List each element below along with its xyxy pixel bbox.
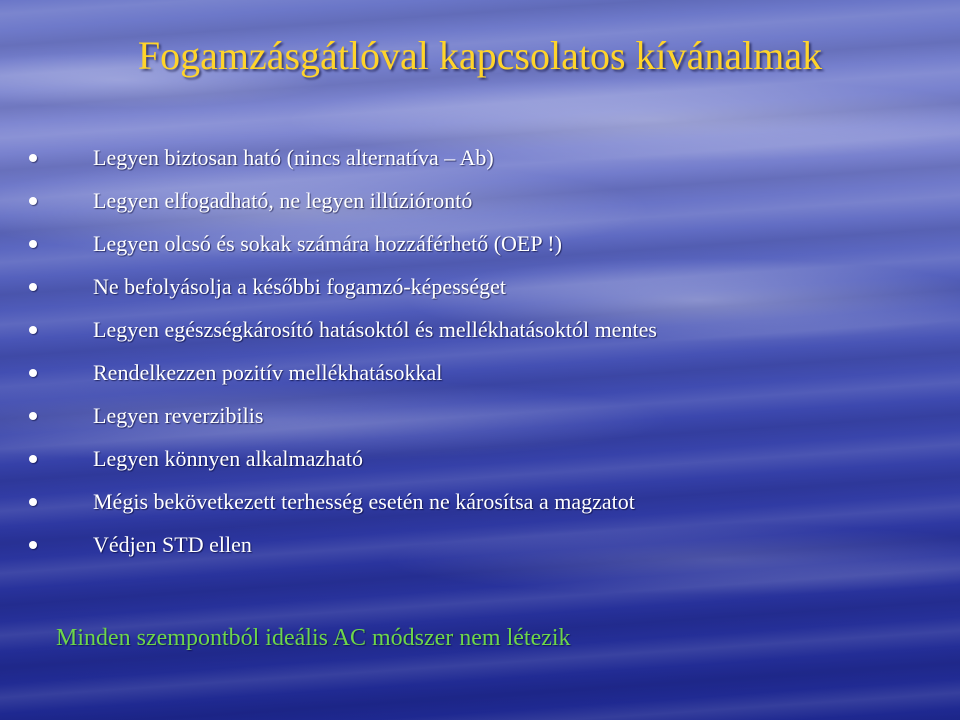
list-item [0, 181, 960, 224]
bullet-icon [29, 154, 37, 162]
list-item [0, 310, 960, 353]
list-item [0, 224, 960, 267]
list-item [0, 482, 960, 525]
bullet-text: Mégis bekövetkezett terhesség esetén ne károsítsa a magzatot [93, 489, 635, 514]
bullet-text: Legyen könnyen alkalmazható [93, 446, 364, 471]
footer-note: Minden szempontból ideális AC módszer nem létezik [56, 625, 571, 651]
list-item [0, 353, 960, 396]
bullet-text: Legyen elfogadható, ne legyen illúziórontó [93, 188, 473, 213]
bullet-text: Legyen olcsó és sokak számára hozzáférhető (OEP !) [93, 231, 562, 256]
bullet-icon [29, 498, 37, 506]
bullet-icon [29, 240, 37, 248]
bullet-text: Ne befolyásolja a későbbi fogamzó-képességet [93, 274, 506, 299]
list-item [0, 439, 960, 482]
bullet-text: Legyen biztosan ható (nincs alternatíva – Ab) [93, 145, 494, 170]
list-item [0, 525, 960, 568]
bullet-list [0, 138, 960, 568]
bullet-icon [29, 283, 37, 291]
bullet-icon [29, 197, 37, 205]
list-item [0, 138, 960, 181]
bullet-text: Védjen STD ellen [93, 532, 252, 557]
list-item [0, 396, 960, 439]
bullet-icon [29, 412, 37, 420]
bullet-text: Legyen egészségkárosító hatásoktól és mellékhatásoktól mentes [93, 317, 657, 342]
slide-title: Fogamzásgátlóval kapcsolatos kívánalmak [137, 33, 823, 78]
bullet-text: Rendelkezzen pozitív mellékhatásokkal [93, 360, 443, 385]
list-item [0, 267, 960, 310]
bullet-icon [29, 541, 37, 549]
bullet-text: Legyen reverzibilis [93, 403, 264, 428]
bullet-icon [29, 326, 37, 334]
bullet-icon [29, 455, 37, 463]
bullet-icon [29, 369, 37, 377]
